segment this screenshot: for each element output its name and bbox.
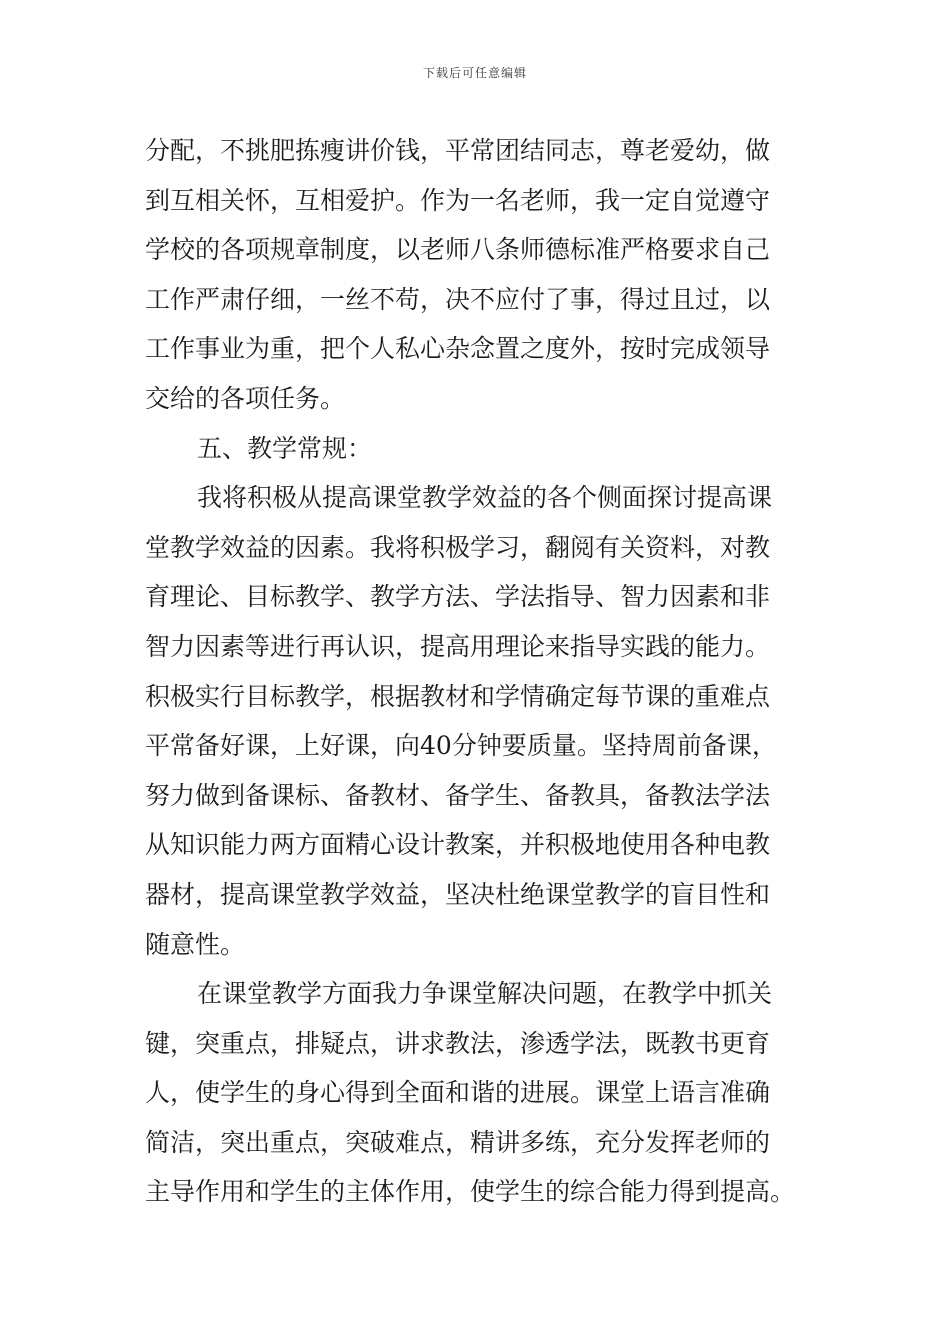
text-line: 工作严肃仔细，一丝不苟，决不应付了事，得过且过，以 bbox=[145, 284, 771, 314]
text-line: 随意性。 bbox=[145, 929, 246, 959]
text-line: 我将积极从提高课堂教学效益的各个侧面探讨提高课 bbox=[197, 483, 773, 513]
body-text bbox=[145, 126, 810, 1217]
text-line: 努力做到备课标、备教材、备学生、备教具，备教法学法 bbox=[145, 780, 771, 810]
text-line: 育理论、目标教学、教学方法、学法指导、智力因素和非 bbox=[145, 582, 771, 612]
text-line: 堂教学效益的因素。我将积极学习，翻阅有关资料，对教 bbox=[145, 532, 771, 562]
text-line: 器材，提高课堂教学效益，坚决杜绝课堂教学的盲目性和 bbox=[145, 879, 771, 909]
text-line: 主导作用和学生的主体作用，使学生的综合能力得到提高。 bbox=[145, 1177, 796, 1207]
text-line: 平常备好课，上好课，向40分钟要质量。坚持周前备课， bbox=[145, 731, 777, 761]
text-line: 工作事业为重，把个人私心杂念置之度外，按时完成领导 bbox=[145, 334, 771, 364]
text-line: 交给的各项任务。 bbox=[145, 383, 346, 413]
page-header: 下载后可任意编辑 bbox=[422, 66, 527, 80]
section-heading: 五、教学常规： bbox=[197, 433, 373, 463]
text-line: 人，使学生的身心得到全面和谐的进展。课堂上语言准确 bbox=[145, 1078, 771, 1108]
text-line: 智力因素等进行再认识，提高用理论来指导实践的能力。 bbox=[145, 631, 771, 661]
text-line: 在课堂教学方面我力争课堂解决问题，在教学中抓关 bbox=[197, 979, 773, 1009]
text-line: 简洁，突出重点，突破难点，精讲多练，充分发挥老师的 bbox=[145, 1127, 771, 1157]
text-line: 键，突重点，排疑点，讲求教法，渗透学法，既教书更育 bbox=[145, 1028, 771, 1058]
text-line: 学校的各项规章制度，以老师八条师德标准严格要求自己 bbox=[145, 235, 771, 265]
text-line: 积极实行目标教学，根据教材和学情确定每节课的重难点 bbox=[145, 681, 771, 711]
text-line: 到互相关怀，互相爱护。作为一名老师，我一定自觉遵守 bbox=[145, 185, 771, 215]
text-line: 从知识能力两方面精心设计教案，并积极地使用各种电教 bbox=[145, 830, 771, 860]
text-line: 分配，不挑肥拣瘦讲价钱，平常团结同志，尊老爱幼，做 bbox=[145, 136, 771, 165]
